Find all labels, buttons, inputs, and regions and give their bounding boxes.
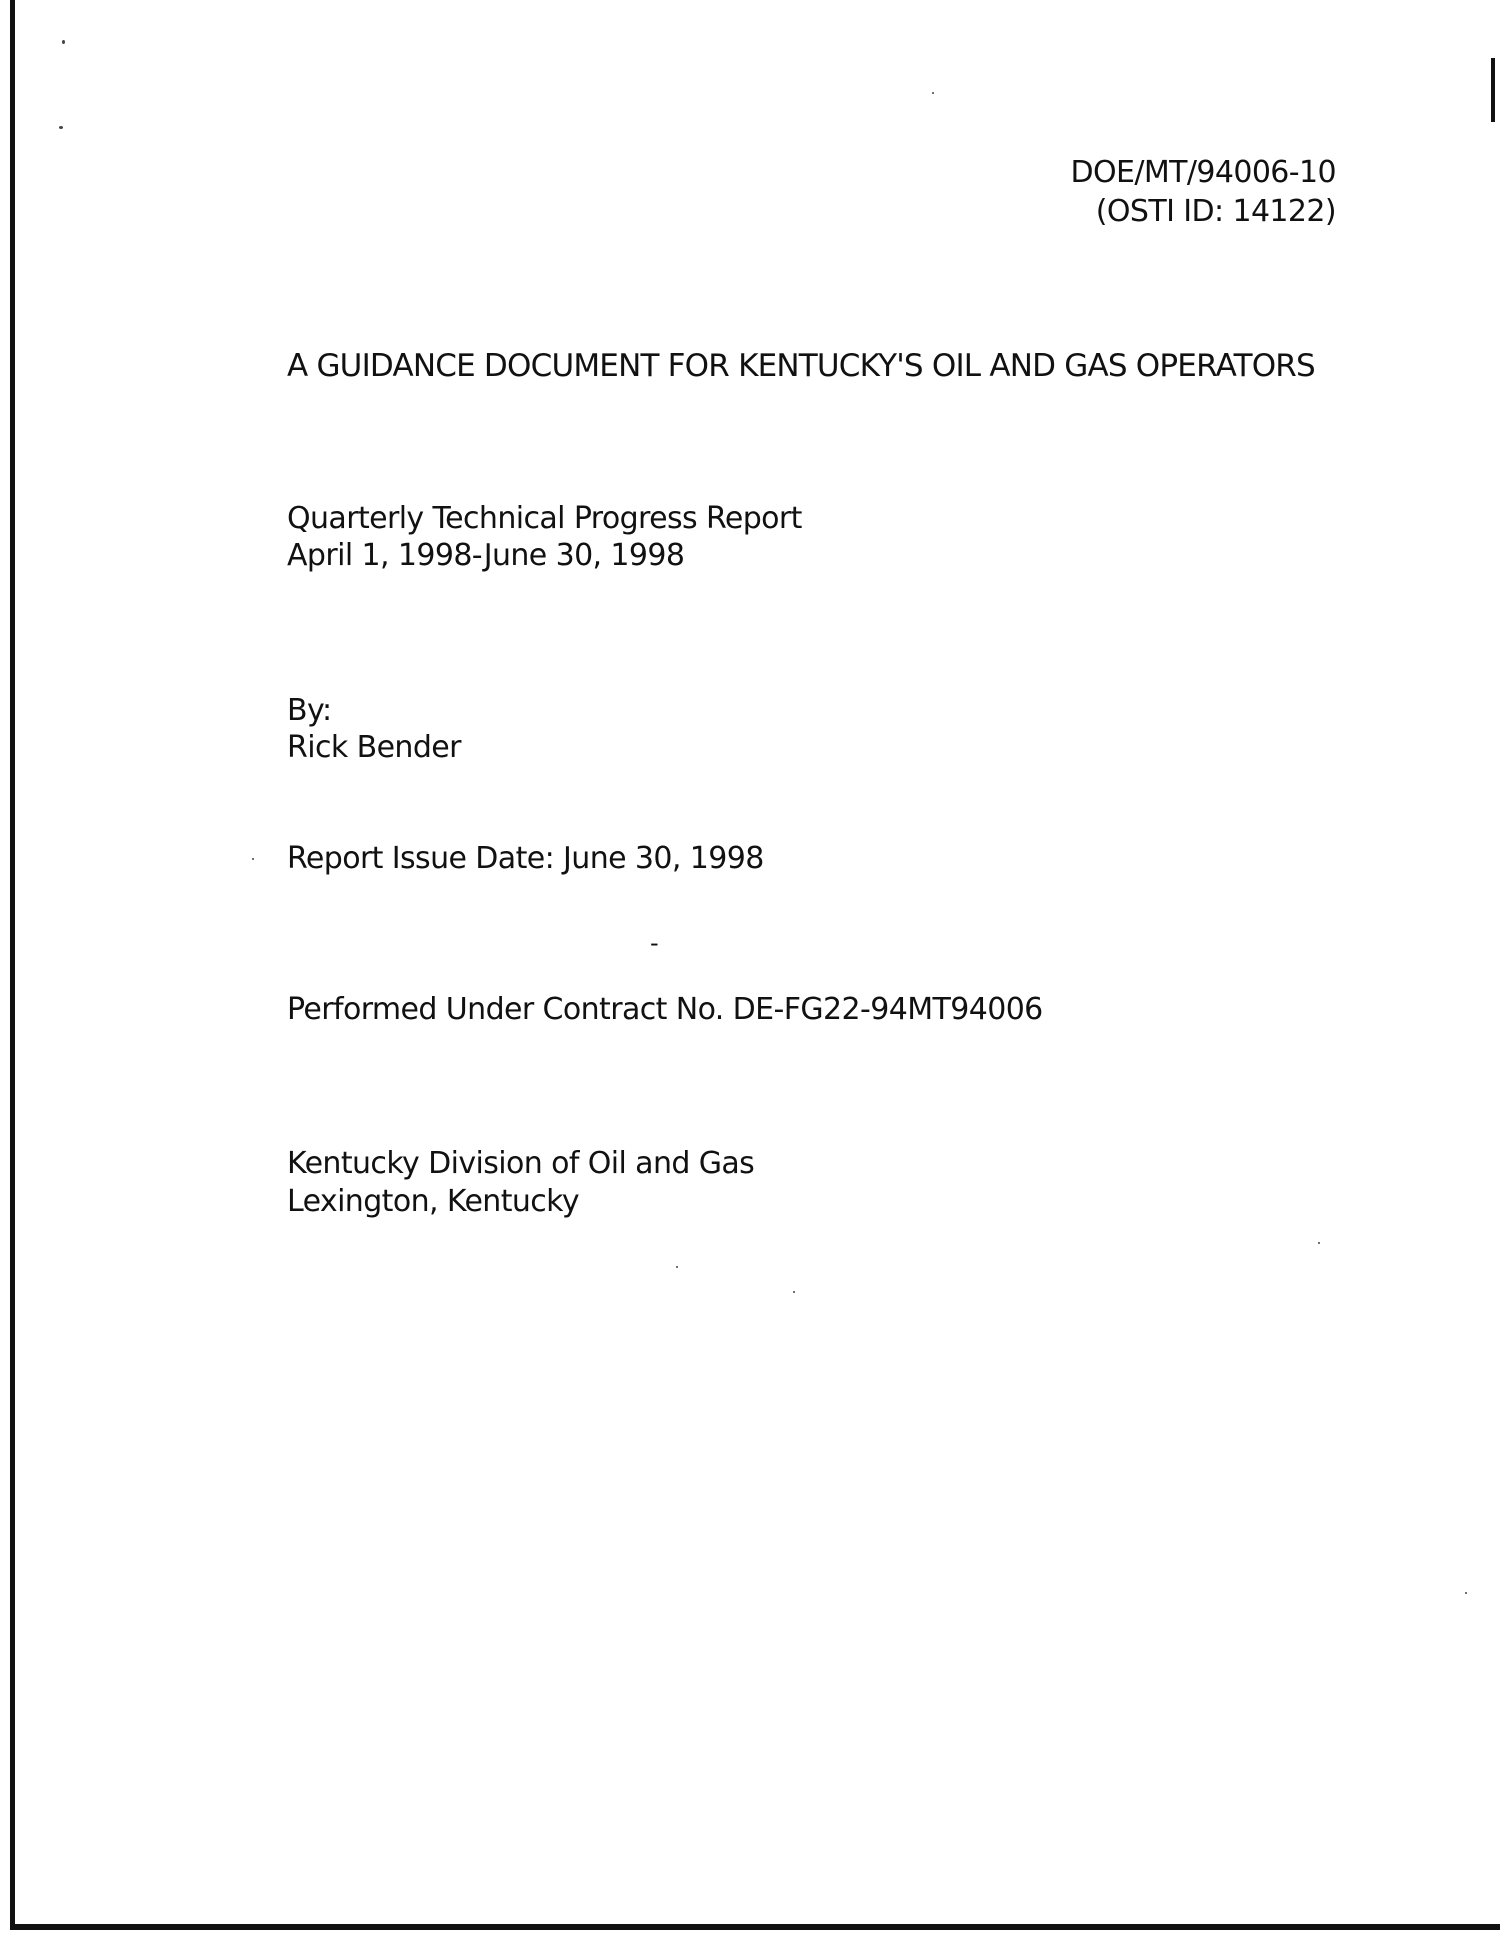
document-title: A GUIDANCE DOCUMENT FOR KENTUCKY'S OIL AND GAS OPERATORS: [287, 348, 1315, 384]
contract-number: Performed Under Contract No. DE-FG22-94MT94006: [287, 992, 1043, 1027]
osti-id: (OSTI ID: 14122): [1095, 194, 1336, 229]
scan-speck: [1318, 1242, 1320, 1244]
scan-speck: [1465, 1592, 1467, 1594]
report-period: April 1, 1998-June 30, 1998: [287, 538, 685, 573]
scan-right-mark: [1491, 58, 1495, 122]
author-name: Rick Bender: [287, 730, 461, 765]
report-number: DOE/MT/94006-10: [1070, 155, 1336, 190]
by-label: By:: [287, 693, 332, 728]
organization-location: Lexington, Kentucky: [287, 1184, 580, 1219]
scan-speck: [62, 40, 65, 44]
report-type: Quarterly Technical Progress Report: [287, 501, 802, 536]
scan-left-border: [10, 0, 15, 1930]
scan-speck: [932, 92, 934, 94]
issue-date: Report Issue Date: June 30, 1998: [287, 841, 764, 876]
scan-speck: [676, 1266, 678, 1268]
organization-name: Kentucky Division of Oil and Gas: [287, 1146, 755, 1181]
scan-speck: [59, 126, 63, 129]
scan-speck: [793, 1291, 795, 1293]
scan-speck: [252, 858, 254, 860]
stray-dash: -: [650, 929, 659, 957]
scan-bottom-border: [10, 1924, 1500, 1930]
